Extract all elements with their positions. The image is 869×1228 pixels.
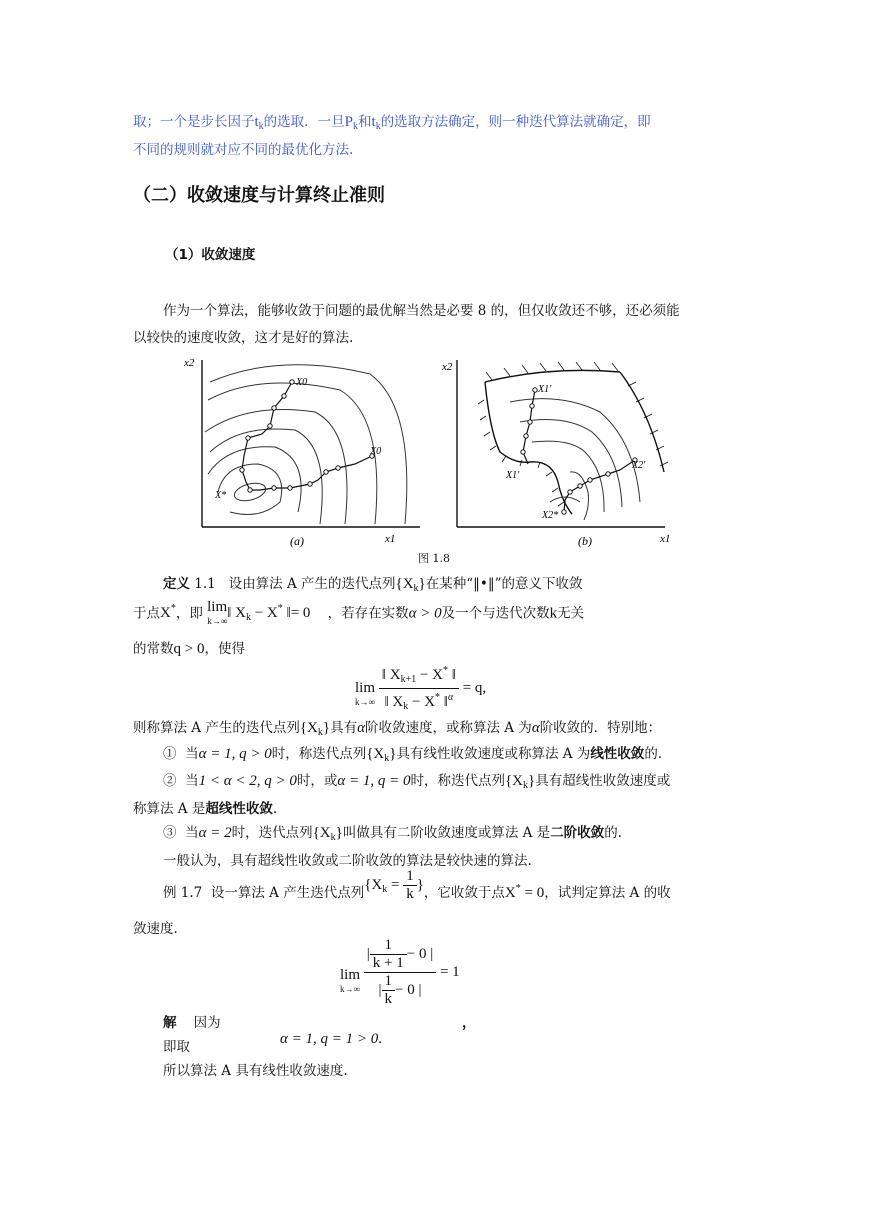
section-title: （二）收敛速度与计算终止准则 <box>133 185 385 206</box>
subsection-title: （1）收敛速度 <box>165 247 256 263</box>
solution-conclusion: 所以算法 A 具有线性收敛速度. <box>163 1063 348 1079</box>
right-points <box>521 388 637 514</box>
right-mid-label: X1' <box>506 470 520 481</box>
definition-line-1: 定义 1.1 设由算法 A 产生的迭代点列$\{X_k\}$在某种“‖•‖”的意义下收敛 <box>163 576 583 594</box>
pk-symbol: $P_k$ <box>344 114 359 132</box>
right-opt-label: X2* <box>542 510 559 521</box>
intro-line-2: 不同的规则就对应不同的最优化方法. <box>133 142 354 158</box>
solution-line-1: 解 因为 <box>163 1015 221 1031</box>
right-hatching <box>478 362 668 506</box>
left-xlabel: x1 <box>385 533 396 545</box>
solution-line-2: 即取 <box>163 1039 190 1055</box>
right-xlabel: x1 <box>660 533 671 545</box>
case-2: ② 当1 < α < 2, q > 0时，或α = 1, q = 0时，称迭代点列$\{X_k\}$具有超线性收敛速度或 <box>163 773 671 791</box>
definition-line-4: 则称算法 A 产生的迭代点列$\{X_k\}$具有α阶收敛速度，或称算法 A 为α阶收敛的．特别地： <box>133 720 662 738</box>
right-start-label: X1' <box>538 384 552 395</box>
right-path <box>523 390 635 512</box>
example-line-1: 例 1.7 设一算法 A 产生迭代点列{$X_k$ = $\frac{1}{k}$ }，它收敛于点X* = 0，试判定算法 A 的收 <box>163 868 671 902</box>
solution-take-expression: α = 1, q = 1 > 0. <box>280 1031 382 1047</box>
right-contours <box>510 399 640 520</box>
left-panel-label: (a) <box>290 534 304 548</box>
convergence-ratio-equation: lim k→∞ $\frac{‖ X_{k+1} - X^* ‖}{‖ X_k - X^* ‖^\alpha}$ = q, <box>355 662 486 715</box>
definition-line-3: 的常数q > 0，使得 <box>133 641 245 657</box>
xk-seq: $\{X_k\}$ <box>395 576 426 594</box>
left-start-label: X0 <box>296 377 308 388</box>
para1-line-1: 作为一个算法，能够收敛于问题的最优解当然是必要 8 的，但仅收敛还不够，还必须能 <box>163 303 680 319</box>
left-opt-label: X* <box>215 490 227 501</box>
left-path-1 <box>242 382 372 490</box>
solution-comma: ， <box>462 1015 476 1031</box>
case-2-line-2: 称算法 A 是超线性收敛. <box>133 801 278 817</box>
right-boundary <box>485 370 664 514</box>
limit-expression: lim k→∞ ‖ $X_k - X^*$ ‖= 0 <box>207 599 311 626</box>
figure-caption: 图 1.8 <box>418 552 450 565</box>
left-points <box>240 380 374 492</box>
figure-right-panel <box>441 360 670 548</box>
left-ylabel: x2 <box>184 357 195 369</box>
definition-line-2: 于点X*，即 lim k→∞ ‖ $X_k - X^*$ ‖= 0 ，若存在实数α > 0及一个与迭代次数k无关 <box>133 599 585 626</box>
figure-left-panel <box>183 357 420 548</box>
right-ylabel: x2 <box>442 361 453 373</box>
left-contours <box>205 365 407 524</box>
tk-symbol-2: $t_k$ <box>371 114 381 132</box>
example-sequence: {$X_k$ = $\frac{1}{k}$ } <box>364 868 424 902</box>
tk-symbol: $t_k$ <box>254 114 264 132</box>
general-remark: 一般认为，具有超线性收敛或二阶收敛的算法是较快速的算法. <box>163 853 532 869</box>
right-end-label: X2' <box>632 460 646 471</box>
example-line-2: 敛速度. <box>133 921 178 937</box>
right-panel-label: (b) <box>578 534 592 548</box>
left-start-label-2: X0 <box>370 446 382 457</box>
para1-line-2: 以较快的速度收敛，这才是好的算法. <box>133 330 354 346</box>
solution-equation: lim k→∞ | $\frac{1}{k + 1}$ − 0 | | $\frac{1}{k}$ − 0 | = 1 <box>340 937 460 1007</box>
case-1: ① 当α = 1, q > 0时，称迭代点列$\{X_k\}$具有线性收敛速度或称算法 A 为线性收敛的. <box>163 746 663 764</box>
figure-1-8 <box>180 352 700 552</box>
intro-line-1: 取；一个是步长因子$t_k$的选取．一旦$P_k$和$t_k$的选取方法确定，则一种迭代算法就确定，即 <box>133 114 651 132</box>
case-3: ③ 当α = 2时，迭代点列$\{X_k\}$叫做具有二阶收敛速度或算法 A 是二阶收敛的. <box>163 825 622 843</box>
